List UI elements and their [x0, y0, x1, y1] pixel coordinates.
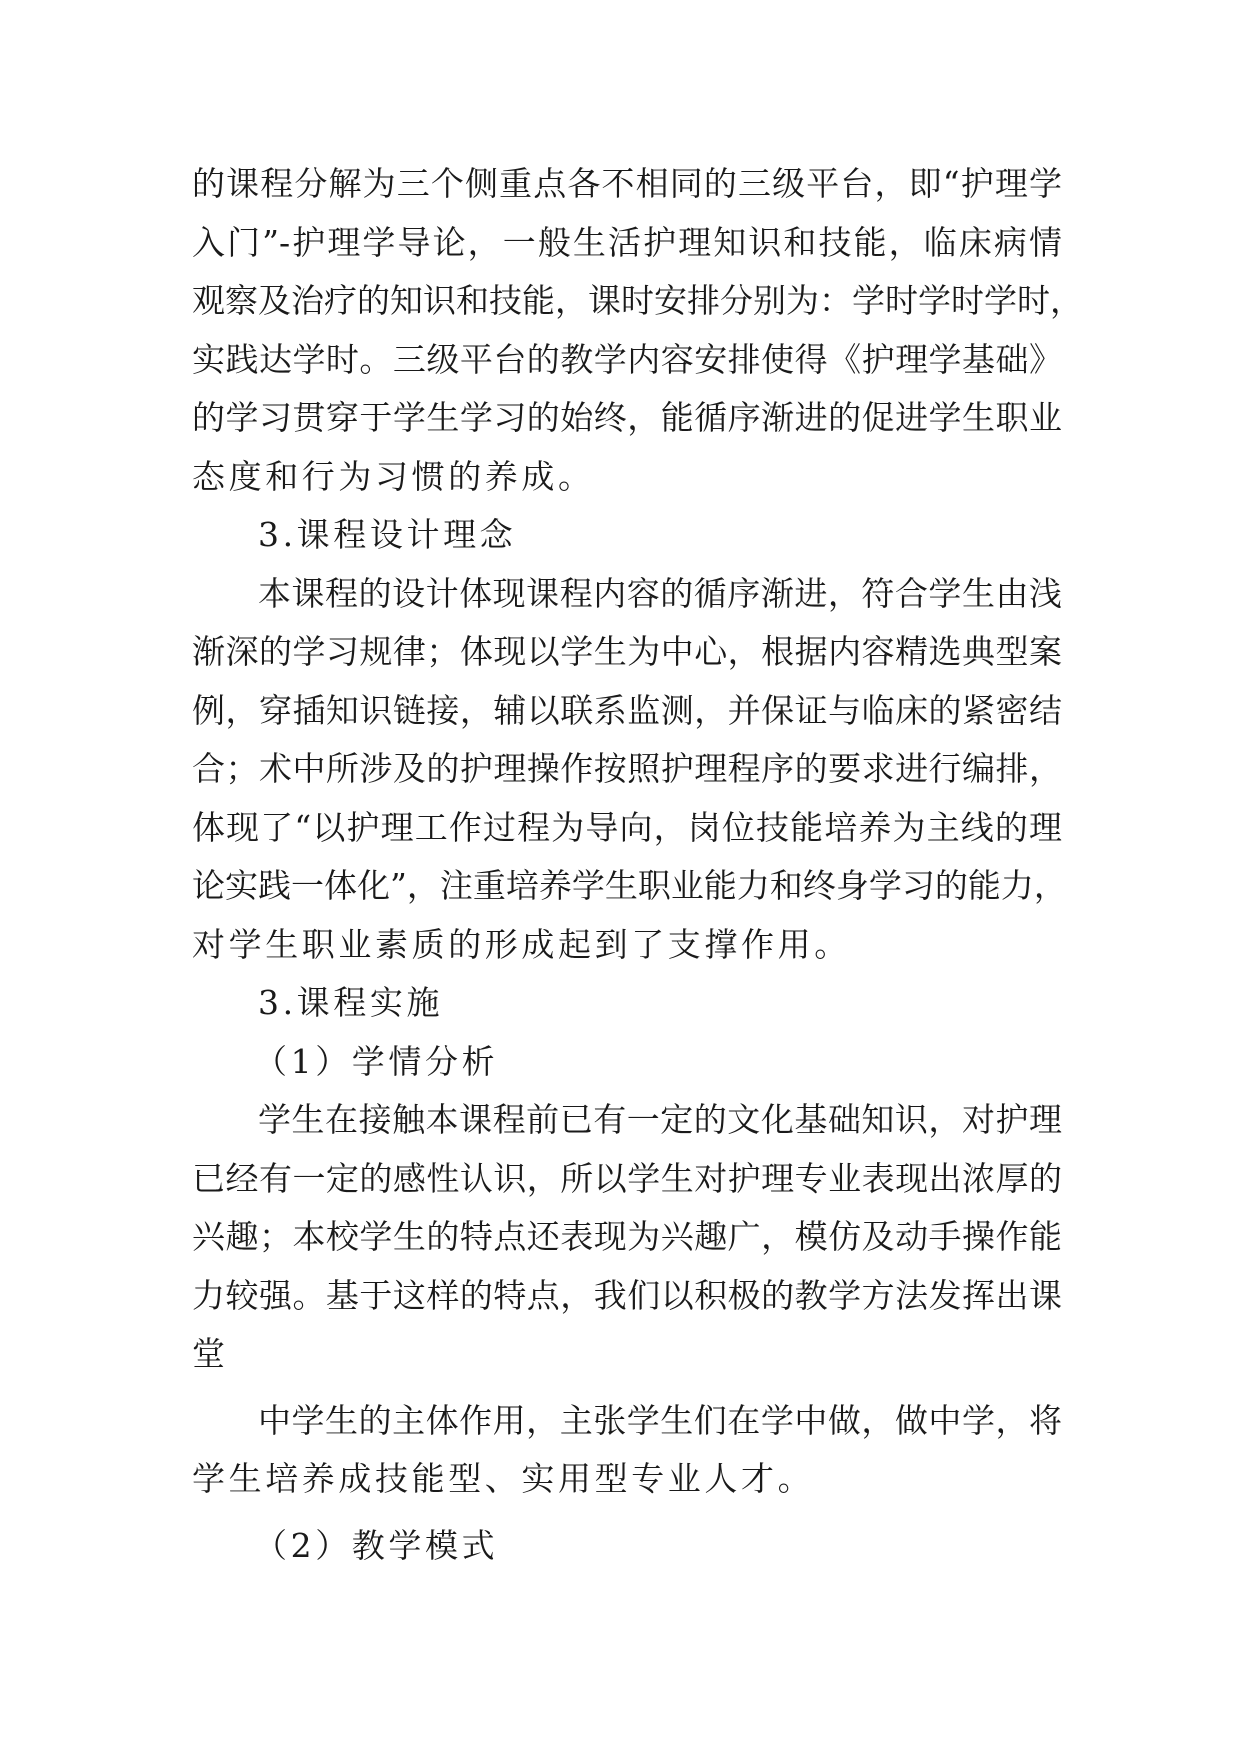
text-line: 堂	[192, 1334, 229, 1373]
subsection-heading: （2）教学模式	[254, 1525, 499, 1565]
text-line: 本课程的设计体现课程内容的循序渐进，符合学生由浅	[258, 573, 1062, 613]
text-line: 合；术中所涉及的护理操作按照护理程序的要求进行编排，	[192, 749, 1062, 788]
text-line: 态度和行为习惯的养成。	[192, 456, 595, 496]
text-line: 的课程分解为三个侧重点各不相同的三级平台，即“护理学	[192, 164, 1062, 203]
text-line: 兴趣；本校学生的特点还表现为兴趣广，模仿及动手操作能	[192, 1217, 1062, 1256]
text-line: 例，穿插知识链接，辅以联系监测，并保证与临床的紧密结	[192, 690, 1062, 730]
section-heading: 3.课程设计理念	[258, 515, 517, 554]
text-line: 论实践一体化”，注重培养学生职业能力和终身学习的能力，	[192, 866, 1067, 905]
text-line: 学生在接触本课程前已有一定的文化基础知识，对护理	[258, 1100, 1062, 1139]
text-line: 已经有一定的感性认识，所以学生对护理专业表现出浓厚的	[192, 1158, 1062, 1198]
subsection-heading: （1）学情分析	[254, 1041, 499, 1081]
text-line: 中学生的主体作用，主张学生们在学中做，做中学，将	[258, 1400, 1062, 1440]
section-heading: 3.课程实施	[258, 983, 444, 1022]
text-line: 力较强。基于这样的特点，我们以积极的教学方法发挥出课	[192, 1275, 1062, 1315]
text-line: 对学生职业素质的形成起到了支撑作用。	[192, 924, 851, 964]
text-line: 体现了“以护理工作过程为导向，岗位技能培养为主线的理	[192, 807, 1062, 847]
text-line: 学生培养成技能型、实用型专业人才。	[192, 1459, 815, 1498]
text-line: 实践达学时。三级平台的教学内容安排使得《护理学基础》	[192, 339, 1062, 379]
text-line: 入门”-护理学导论，一般生活护理知识和技能，临床病情	[192, 222, 1062, 262]
text-line: 观察及治疗的知识和技能，课时安排分别为：学时学时学时，	[192, 281, 1083, 320]
text-line: 渐深的学习规律；体现以学生为中心，根据内容精选典型案	[192, 632, 1062, 671]
document-body	[192, 155, 1083, 1575]
text-line: 的学习贯穿于学生学习的始终，能循序渐进的促进学生职业	[192, 398, 1062, 437]
